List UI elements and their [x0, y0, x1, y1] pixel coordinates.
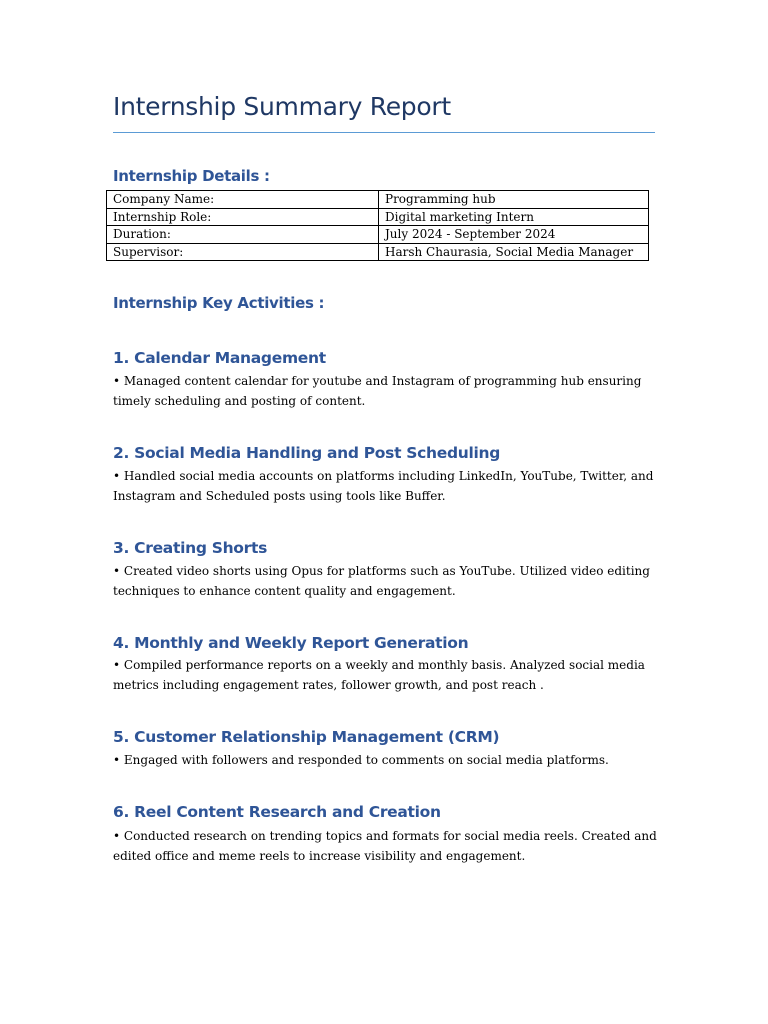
detail-value: Programming hub	[379, 191, 649, 209]
page-title: Internship Summary Report	[113, 92, 451, 121]
internship-details-table	[106, 190, 649, 261]
table-row	[107, 208, 649, 226]
activity-heading: 6. Reel Content Research and Creation	[113, 803, 441, 821]
activity-heading: 2. Social Media Handling and Post Scheduling	[113, 444, 501, 462]
detail-value: July 2024 - September 2024	[379, 226, 649, 244]
table-row	[107, 243, 649, 261]
activity-text: • Engaged with followers and responded to comments on social media platforms.	[113, 753, 609, 767]
detail-label: Company Name:	[107, 191, 379, 209]
table-row	[107, 226, 649, 244]
activities-heading: Internship Key Activities :	[113, 294, 325, 312]
detail-label: Internship Role:	[107, 208, 379, 226]
details-heading: Internship Details :	[113, 167, 270, 185]
activity-heading: 1. Calendar Management	[113, 349, 326, 367]
activity-text: • Created video shorts using Opus for platforms such as YouTube. Utilized video editing techniques to enhance content quality and engagement.	[113, 564, 650, 598]
detail-label: Supervisor:	[107, 243, 379, 261]
activity-text: • Conducted research on trending topics and formats for social media reels. Created and edited office and meme reels to increase visibility and engagement.	[113, 829, 657, 863]
detail-label: Duration:	[107, 226, 379, 244]
activity-text: • Managed content calendar for youtube and Instagram of programming hub ensuring timely scheduling and posting of content.	[113, 374, 642, 408]
activity-heading: 4. Monthly and Weekly Report Generation	[113, 634, 469, 652]
table-row	[107, 191, 649, 209]
detail-value: Digital marketing Intern	[379, 208, 649, 226]
detail-value: Harsh Chaurasia, Social Media Manager	[379, 243, 649, 261]
activity-heading: 3. Creating Shorts	[113, 539, 268, 557]
title-underline	[113, 132, 655, 133]
activity-text: • Compiled performance reports on a weekly and monthly basis. Analyzed social media metrics including engagement rates, follower growth, and post reach .	[113, 658, 645, 692]
activity-text: • Handled social media accounts on platforms including LinkedIn, YouTube, Twitter, and Instagram and Scheduled posts using tools like Buffer.	[113, 469, 654, 503]
activity-heading: 5. Customer Relationship Management (CRM)	[113, 728, 500, 746]
